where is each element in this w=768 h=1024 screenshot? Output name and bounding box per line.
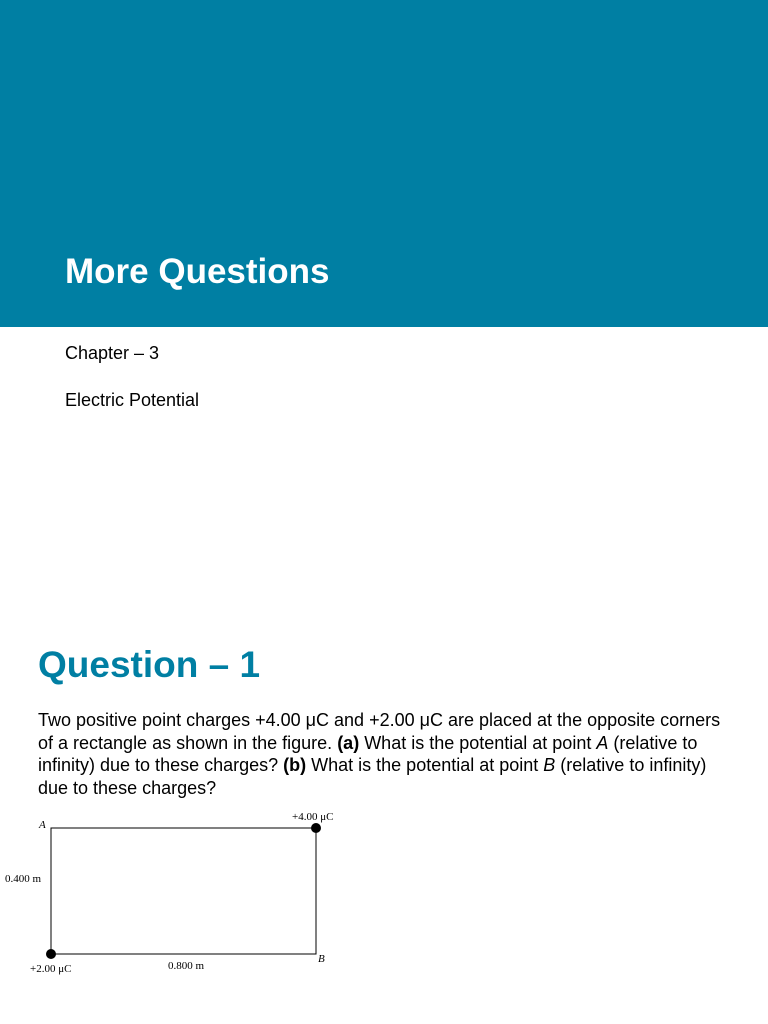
charge-bottom-left-label: +2.00 μC	[30, 963, 72, 975]
question-text-2: What is the potential at point	[359, 732, 597, 753]
charge-dot-top-right	[311, 823, 321, 833]
charge-top-right-label: +4.00 μC	[292, 811, 334, 823]
question-text	[38, 709, 738, 799]
height-dimension-label: 0.400 m	[5, 873, 42, 885]
charge-dot-bottom-left	[46, 949, 56, 959]
topic-label: Electric Potential	[65, 390, 200, 410]
question-text-4: What is the potential at point	[306, 755, 544, 775]
point-a-ref: A	[596, 732, 609, 753]
point-b-ref: B	[543, 755, 556, 775]
corner-b-label: B	[318, 953, 325, 965]
chapter-label: Chapter – 3	[65, 343, 160, 363]
title-banner	[0, 0, 768, 327]
rectangle-outline	[51, 828, 316, 954]
question-text-3: (relative to infinity) due to these charges?	[38, 732, 698, 775]
corner-a-label: A	[39, 819, 46, 831]
question-text-5: (relative to infinity) due to these charges?	[38, 755, 707, 798]
part-a-label: (a)	[337, 732, 360, 753]
width-dimension-label: 0.800 m	[168, 960, 205, 972]
slide-title: More Questions	[65, 252, 330, 291]
question-text-1: Two positive point charges +4.00 μC and +2.00 μC are placed at the opposite corners of a rectangle as shown in the figure.	[38, 710, 721, 753]
rectangle-charges-figure	[0, 805, 768, 1024]
part-b-label: (b)	[283, 755, 307, 775]
question-heading: Question – 1	[38, 644, 261, 685]
